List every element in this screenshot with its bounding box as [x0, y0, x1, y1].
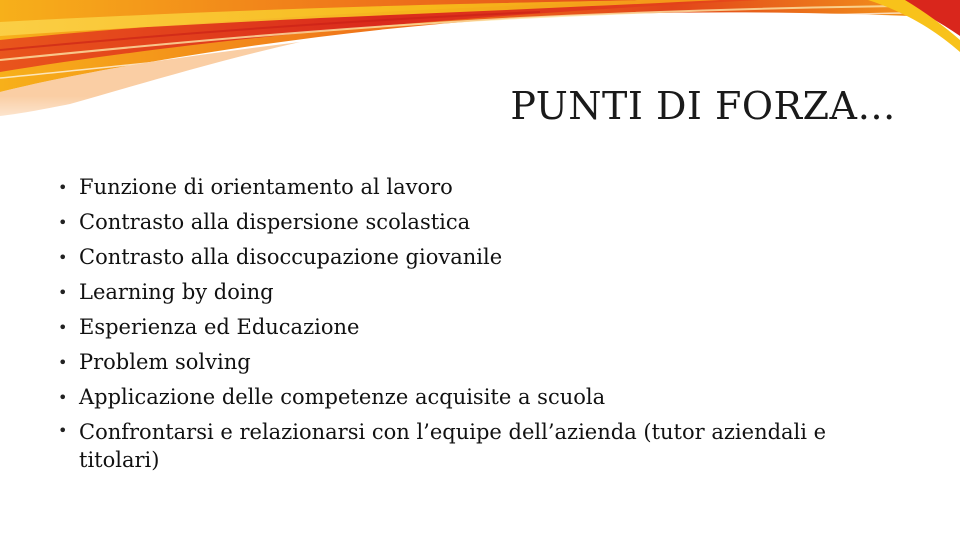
- bullet-text: Contrasto alla dispersione scolastica: [79, 210, 471, 234]
- bullet-item: [58, 380, 898, 415]
- bullet-icon: •: [58, 178, 68, 197]
- bullet-text: Problem solving: [79, 350, 251, 374]
- bullet-icon: •: [58, 353, 68, 372]
- bullet-text: Learning by doing: [79, 280, 274, 304]
- bullet-item: [58, 205, 898, 240]
- bullet-item: [58, 275, 898, 310]
- bullet-text: Esperienza ed Educazione: [79, 315, 360, 339]
- bullet-icon: •: [58, 283, 68, 302]
- bullet-text: Applicazione delle competenze acquisite a scuola: [79, 385, 606, 409]
- bullet-text: Funzione di orientamento al lavoro: [79, 175, 453, 199]
- bullet-item: [58, 240, 898, 275]
- bullet-icon: •: [58, 318, 68, 337]
- bullet-icon: •: [58, 421, 68, 440]
- bullet-text: Confrontarsi e relazionarsi con l’equipe dell’azienda (tutor aziendali e titolari): [79, 420, 827, 472]
- slide-title: PUNTI DI FORZA…: [510, 84, 896, 128]
- bullet-icon: •: [58, 248, 68, 267]
- bullet-text: Contrasto alla disoccupazione giovanile: [79, 245, 503, 269]
- bullet-item: [58, 310, 898, 345]
- bullet-list: [58, 170, 898, 474]
- bullet-icon: •: [58, 213, 68, 232]
- bullet-item: [58, 170, 898, 205]
- bullet-icon: •: [58, 388, 68, 407]
- bullet-item: [58, 415, 898, 474]
- bullet-item: [58, 345, 898, 380]
